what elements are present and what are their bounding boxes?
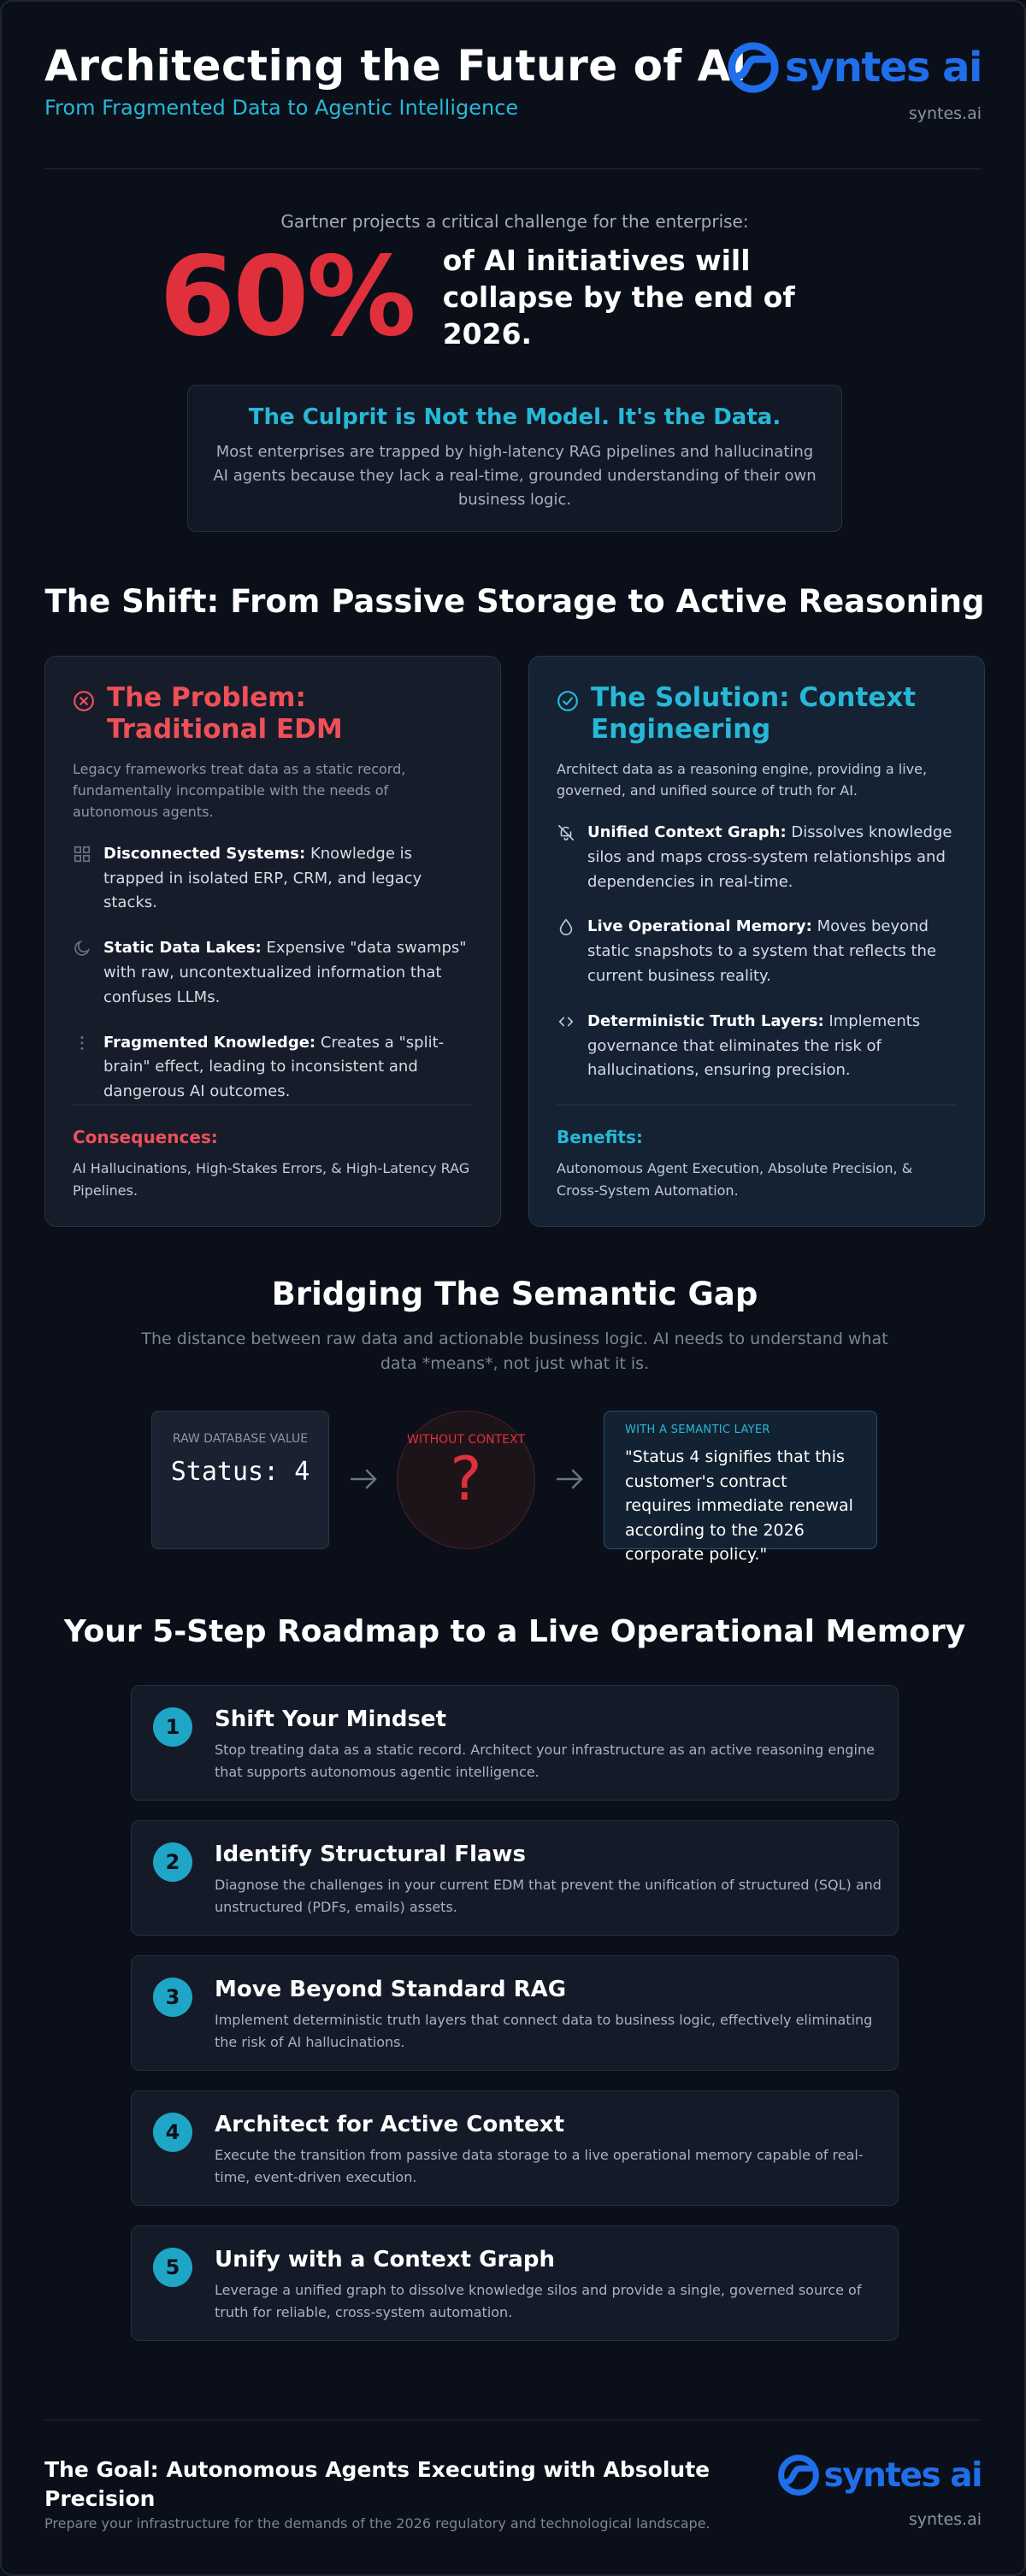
check-circle-icon (557, 690, 579, 712)
step-number: 3 (153, 1978, 192, 2017)
drop-icon (557, 917, 575, 936)
footer-brand-logo[interactable] (777, 2454, 982, 2496)
step-number: 5 (153, 2248, 192, 2287)
consequences-text: AI Hallucinations, High-Stakes Errors, & High-Latency RAG Pipelines. (73, 1160, 470, 1199)
goal-text: The Goal: Autonomous Agents Executing with Absolute Precision (44, 2457, 711, 2511)
header (2, 2, 1024, 168)
solution-card (528, 656, 985, 1227)
logo-text: syntes ai (823, 2455, 982, 2495)
step-title: Move Beyond Standard RAG (215, 1977, 567, 2002)
roadmap-step (131, 2225, 899, 2341)
benefits-text: Autonomous Agent Execution, Absolute Precision, & Cross-System Automation. (557, 1160, 913, 1199)
problem-item (73, 1031, 473, 1105)
arrow-right-icon (552, 1462, 587, 1496)
item-label: Deterministic Truth Layers: (587, 1011, 824, 1030)
raw-value-box (151, 1411, 329, 1549)
step-desc: Leverage a unified graph to dissolve knowledge silos and provide a single, governed source of truth for reliable, cross-system automation. (215, 2282, 862, 2320)
step-desc: Stop treating data as a static record. Architect your infrastructure as an active reasoning engine that supports autonomous agentic intelligence. (215, 1742, 875, 1780)
step-title: Unify with a Context Graph (215, 2247, 555, 2272)
logo-text: syntes ai (784, 44, 982, 91)
solution-desc: Architect data as a reasoning engine, providing a live, governed, and unified source of truth for AI. (557, 761, 928, 799)
step-desc: Execute the transition from passive data storage to a live operational memory capable of real-time, event-driven execution. (215, 2147, 864, 2185)
step-number: 4 (153, 2113, 192, 2152)
culprit-title: The Culprit is Not the Model. It's the Data. (248, 404, 781, 430)
grid-icon (73, 845, 91, 864)
brand-logo[interactable] (727, 41, 982, 94)
semantic-gap-diagram (2, 1411, 1026, 1564)
raw-label: RAW DATABASE VALUE (172, 1432, 309, 1446)
page-title: Architecting the Future of AI (44, 41, 747, 91)
footer-site-url[interactable]: syntes.ai (908, 2510, 982, 2529)
solution-item (557, 1010, 957, 1083)
problem-desc: Legacy frameworks treat data as a static record, fundamentally incompatible with the needs of autonomous agents. (73, 761, 406, 820)
stat-text: of AI initiatives will collapse by the end of 2026. (442, 244, 795, 351)
problem-item (73, 936, 473, 1010)
benefits-title: Benefits: (557, 1127, 643, 1147)
item-text: Creates a "split-brain" effect, leading to inconsistent and dangerous AI outcomes. (103, 1033, 445, 1101)
x-circle-icon (73, 690, 95, 712)
item-text: Implements governance that eliminates the risk of hallucinations, ensuring precision. (587, 1011, 921, 1080)
arrow-right-icon (346, 1462, 380, 1496)
item-text: Dissolves knowledge silos and maps cross-system relationships and dependencies in real-time. (587, 822, 952, 891)
step-number: 1 (153, 1707, 192, 1747)
item-text: Knowledge is trapped in isolated ERP, CRM, and legacy stacks. (103, 844, 422, 912)
bell-off-icon (557, 823, 575, 842)
roadmap-step (131, 1820, 899, 1936)
semantic-text: "Status 4 signifies that this customer's contract requires immediate renewal according to the 2026 corporate policy." (625, 1447, 853, 1564)
item-label: Live Operational Memory: (587, 917, 812, 936)
step-title: Shift Your Mindset (215, 1707, 447, 1732)
item-text: Expensive "data swamps" with raw, uncontextualized information that confuses LLMs. (103, 939, 467, 1006)
shift-heading: The Shift: From Passive Storage to Active Reasoning (44, 583, 985, 620)
consequences-title: Consequences: (73, 1127, 218, 1147)
step-desc: Implement deterministic truth layers that connect data to business logic, effectively eliminating the risk of AI hallucinations. (215, 2012, 873, 2050)
raw-value: Status: 4 (170, 1457, 310, 1488)
problem-card (44, 656, 501, 1227)
question-mark: ? (450, 1444, 482, 1515)
roadmap-step (131, 1955, 899, 2071)
step-title: Architect for Active Context (215, 2112, 565, 2137)
syntes-logo-icon (727, 41, 780, 94)
item-label: Static Data Lakes: (103, 939, 262, 958)
roadmap-step (131, 2090, 899, 2206)
semantic-layer-box (604, 1411, 877, 1564)
roadmap-heading: Your 5-Step Roadmap to a Live Operational Memory (63, 1614, 966, 1649)
solution-title: The Solution: Context Engineering (591, 682, 917, 746)
dots-vertical-icon (73, 1034, 91, 1052)
stat-number: 60% (159, 233, 414, 362)
item-label: Disconnected Systems: (103, 844, 306, 863)
stat-row (2, 233, 1026, 362)
code-icon (557, 1012, 575, 1031)
semantic-label: WITH A SEMANTIC LAYER (625, 1424, 770, 1436)
problem-item (73, 842, 473, 916)
roadmap-step (131, 1685, 899, 1801)
stat-lead: Gartner projects a critical challenge for the enterprise: (280, 211, 749, 232)
item-label: Unified Context Graph: (587, 822, 787, 841)
without-context-circle (397, 1411, 535, 1549)
problem-title: The Problem: Traditional EDM (107, 682, 343, 746)
gap-desc: The distance between raw data and actionable business logic. AI needs to understand what data *means*, not just what it is. (141, 1329, 888, 1373)
step-number: 2 (153, 1842, 192, 1882)
solution-item (557, 821, 957, 894)
item-text: Moves beyond static snapshots to a system that reflects the current business reality. (587, 917, 937, 985)
step-desc: Diagnose the challenges in your current EDM that prevent the unification of structured (SQL) and unstructured (PDFs, emails) assets. (215, 1877, 882, 1915)
without-context-label: WITHOUT CONTEXT (407, 1433, 525, 1447)
moon-icon (73, 939, 91, 958)
solution-item (557, 915, 957, 988)
gap-heading: Bridging The Semantic Gap (271, 1276, 758, 1312)
syntes-logo-icon (777, 2454, 820, 2496)
goal-subtext: Prepare your infrastructure for the demands of the 2026 regulatory and technological landscape. (44, 2515, 711, 2532)
page-subtitle: From Fragmented Data to Agentic Intelligence (44, 96, 519, 120)
step-title: Identify Structural Flaws (215, 1842, 526, 1867)
culprit-box (187, 385, 842, 532)
divider (44, 168, 982, 169)
item-label: Fragmented Knowledge: (103, 1033, 316, 1052)
culprit-text: Most enterprises are trapped by high-latency RAG pipelines and hallucinating AI agents because they lack a real-time, grounded understanding of their own business logic. (213, 443, 817, 509)
site-url[interactable]: syntes.ai (908, 104, 982, 123)
